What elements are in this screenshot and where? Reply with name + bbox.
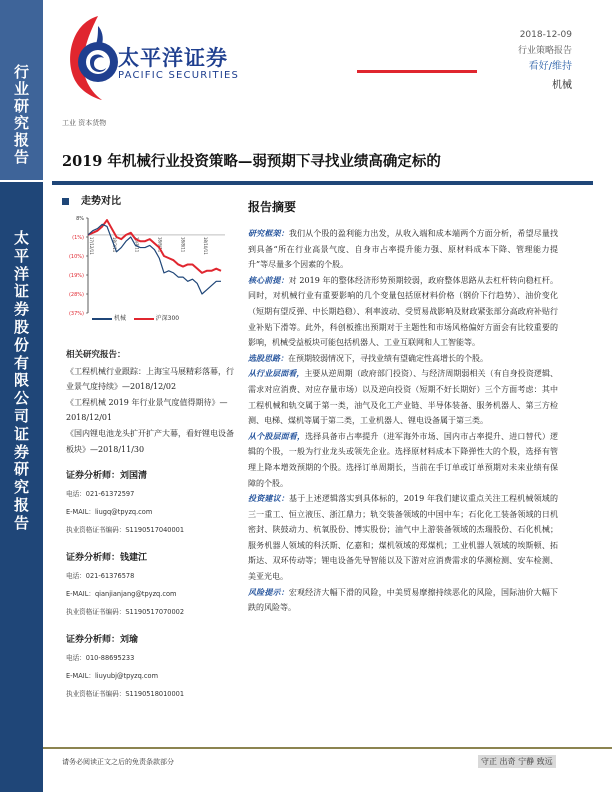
analyst-name: 证券分析师：刘瑜 (66, 635, 139, 646)
related-report-item[interactable]: 《工程机械行业跟踪：上海宝马展精彩落幕，行业景气度持续》—2018/12/02 (66, 366, 234, 392)
paragraph-label: 从行业层面看， (248, 368, 305, 379)
analyst-cert: 执业资格证书编码：S1190517070002 (66, 608, 185, 617)
summary-heading: 报告摘要 (248, 200, 297, 214)
svg-text:(10%): (10%) (68, 254, 84, 260)
svg-text:8%: 8% (76, 216, 84, 222)
report-date: 2018-12-09 (519, 30, 572, 40)
related-heading: 相关研究报告： (66, 350, 126, 360)
paragraph-label: 投资建议： (248, 493, 290, 504)
svg-text:18/2/11: 18/2/11 (111, 236, 117, 253)
paragraph-text: 在预期较弱情况下，寻找业绩有望确定性高增长的个股。 (288, 353, 488, 363)
svg-text:18/10/11: 18/10/11 (203, 236, 209, 255)
summary-body (248, 226, 558, 616)
chart-legend: 机械 沪深300 (92, 313, 179, 322)
analyst-name: 证券分析师：钱建江 (66, 553, 148, 564)
analysts-list (66, 467, 241, 703)
paragraph-label: 风险提示： (248, 586, 289, 597)
trend-heading: 走势对比 (62, 192, 121, 207)
analyst-phone: 电话：021-61372597 (66, 490, 135, 499)
summary-paragraph (248, 491, 558, 585)
analyst-cert: 执业资格证书编码：S1190517040001 (66, 526, 185, 535)
brand-name-en: PACIFIC SECURITIES (118, 70, 240, 81)
analyst-name: 证券分析师：刘国清 (66, 471, 148, 482)
summary-paragraph (248, 226, 558, 273)
analyst-email[interactable]: E-MAIL：liugq@tpyzq.com (66, 508, 153, 517)
related-report-item[interactable]: 《工程机械 2019 年行业景气度值得期待》—2018/12/01 (66, 397, 228, 423)
svg-text:(19%): (19%) (68, 273, 84, 279)
brand-name-cn: 太平洋证券 (118, 46, 228, 70)
legend-swatch-machinery (92, 318, 112, 320)
paragraph-text: 主要从逆周期（政府部门投资）、与经济周期弱相关（有自身投资逻辑、需求对应消费、对应存量市场）以及逆向投资（短期不好长期好）三个方面考虑：其中工程机械和轨交属于第一类，油气及化工产业链、半导体装备、服务机器人、第三方检测、电梯、煤机等属于第二类，工业机器人、锂电设备属于第三类。 (248, 369, 559, 426)
summary-paragraph (248, 585, 558, 616)
left-column (66, 348, 241, 703)
rating: 看好/维持 (528, 61, 572, 72)
paragraph-label: 从个股层面看， (248, 430, 306, 441)
report-type: 行业策略报告 (517, 46, 572, 56)
summary-paragraph (248, 273, 558, 351)
analyst-phone: 电话：010-88695233 (66, 654, 135, 663)
company-motto: 守正 出奇 宁静 致远 (478, 755, 556, 768)
paragraph-text: 宏观经济大幅下滑的风险，中美贸易摩擦持续恶化的风险，国际油价大幅下跌的风险等。 (248, 587, 558, 613)
analyst-cert: 执业资格证书编码：S1190518010001 (66, 690, 185, 699)
title-divider (52, 181, 593, 185)
paragraph-label: 核心前提： (248, 274, 289, 285)
legend-swatch-hs300 (134, 318, 154, 320)
related-report-item[interactable]: 《国内锂电池龙头扩开扩产大幕，看好锂电设备板块》—2018/11/30 (66, 428, 234, 454)
page-title: 2019 年机械行业投资策略—弱预期下寻找业绩高确定标的 (62, 153, 441, 170)
footer-divider (43, 747, 612, 749)
logo-mark-icon (60, 12, 120, 102)
summary-paragraph (248, 429, 558, 491)
category-label: 工业 资本货物 (62, 119, 107, 127)
analyst-email[interactable]: E-MAIL：liuyubj@tpyzq.com (66, 672, 158, 681)
svg-text:17/12/11: 17/12/11 (89, 236, 94, 255)
paragraph-label: 选股思路： (248, 352, 288, 363)
paragraph-text: 基于上述逻辑落实到具体标的，2019 年我们建议重点关注工程机械领域的三一重工、恒立液压、浙江鼎力；轨交装备领域的中国中车；石化化工装备领域的日机密封、陕鼓动力、杭氧股份、博实股份；油气中上游装备领域的杰瑞股份、石化机械；服务机器人领域的科沃斯、亿嘉和；煤机领域的郑煤机；工业机器人领域的埃斯顿、拓斯达、双环传动等；锂电设备先导智能以及下游对应消费需求的华测检测、安车检测、美亚光电。 (248, 494, 558, 582)
paragraph-text: 选择具备市占率提升（进军海外市场、国内市占率提升、进口替代）逻辑的个股，一般为行业龙头或领先企业。选择原材料成本下降弹性大的个股，选择有管理上降本增效预期的个股。选择订单周期长，当前在手订单或订单预期对未来业绩有保障的个股。 (248, 431, 559, 488)
analyst-phone: 电话：021-61376578 (66, 572, 135, 581)
trend-chart (60, 210, 230, 320)
bullet-square-icon (62, 198, 69, 205)
analyst-email[interactable]: E-MAIL：qianjianjang@tpyzq.com (66, 590, 177, 599)
paragraph-label: 研究框架： (248, 228, 289, 238)
svg-text:(28%): (28%) (68, 292, 84, 298)
summary-paragraph (248, 366, 558, 428)
related-reports-list (66, 364, 241, 458)
svg-text:(37%): (37%) (68, 311, 84, 317)
industry-label: 机械 (552, 80, 572, 91)
svg-text:18/6/11: 18/6/11 (157, 236, 163, 253)
svg-text:(1%): (1%) (72, 235, 84, 241)
paragraph-text: 对 2019 年的整体经济形势预期较弱，政府整体思路从去杠杆转向稳杠杆。同时，对机械行业有重要影响的几个变量包括原材料价格（钢价下行趋势）、油价变化（短期有望反弹、中长期趋稳）、利率波动、受贸易战影响及财政紧张部分高政府补贴行业补贴下滑等。此外，科创板推出预期对于主题性和市场风格偏好方面会有比较重要的影响，机械受益板块可能包括机器人、工业互联网和人工智能等。 (248, 275, 558, 348)
sidebar-bottom-label: 太 平 洋 证 券 股 份 有 限 公 司 证 券 研 究 报 告 (13, 229, 29, 532)
svg-text:18/4/11: 18/4/11 (134, 236, 140, 253)
report-meta (518, 27, 572, 75)
paragraph-text: 我们从个股的盈利能力出发，从收入端和成本端两个方面分析，希望尽量找到具备“所在行业高景气度、自身市占率提升能力强、原材料成本下降、管理能力提升”等尽量多个因素的个股。 (248, 229, 558, 270)
sidebar-top-label: 行 业 研 究 报 告 (13, 63, 29, 166)
header-divider (357, 70, 477, 73)
disclaimer-note: 请务必阅读正文之后的免责条款部分 (62, 758, 174, 766)
svg-text:18/8/11: 18/8/11 (180, 236, 186, 253)
summary-paragraph (248, 351, 558, 367)
